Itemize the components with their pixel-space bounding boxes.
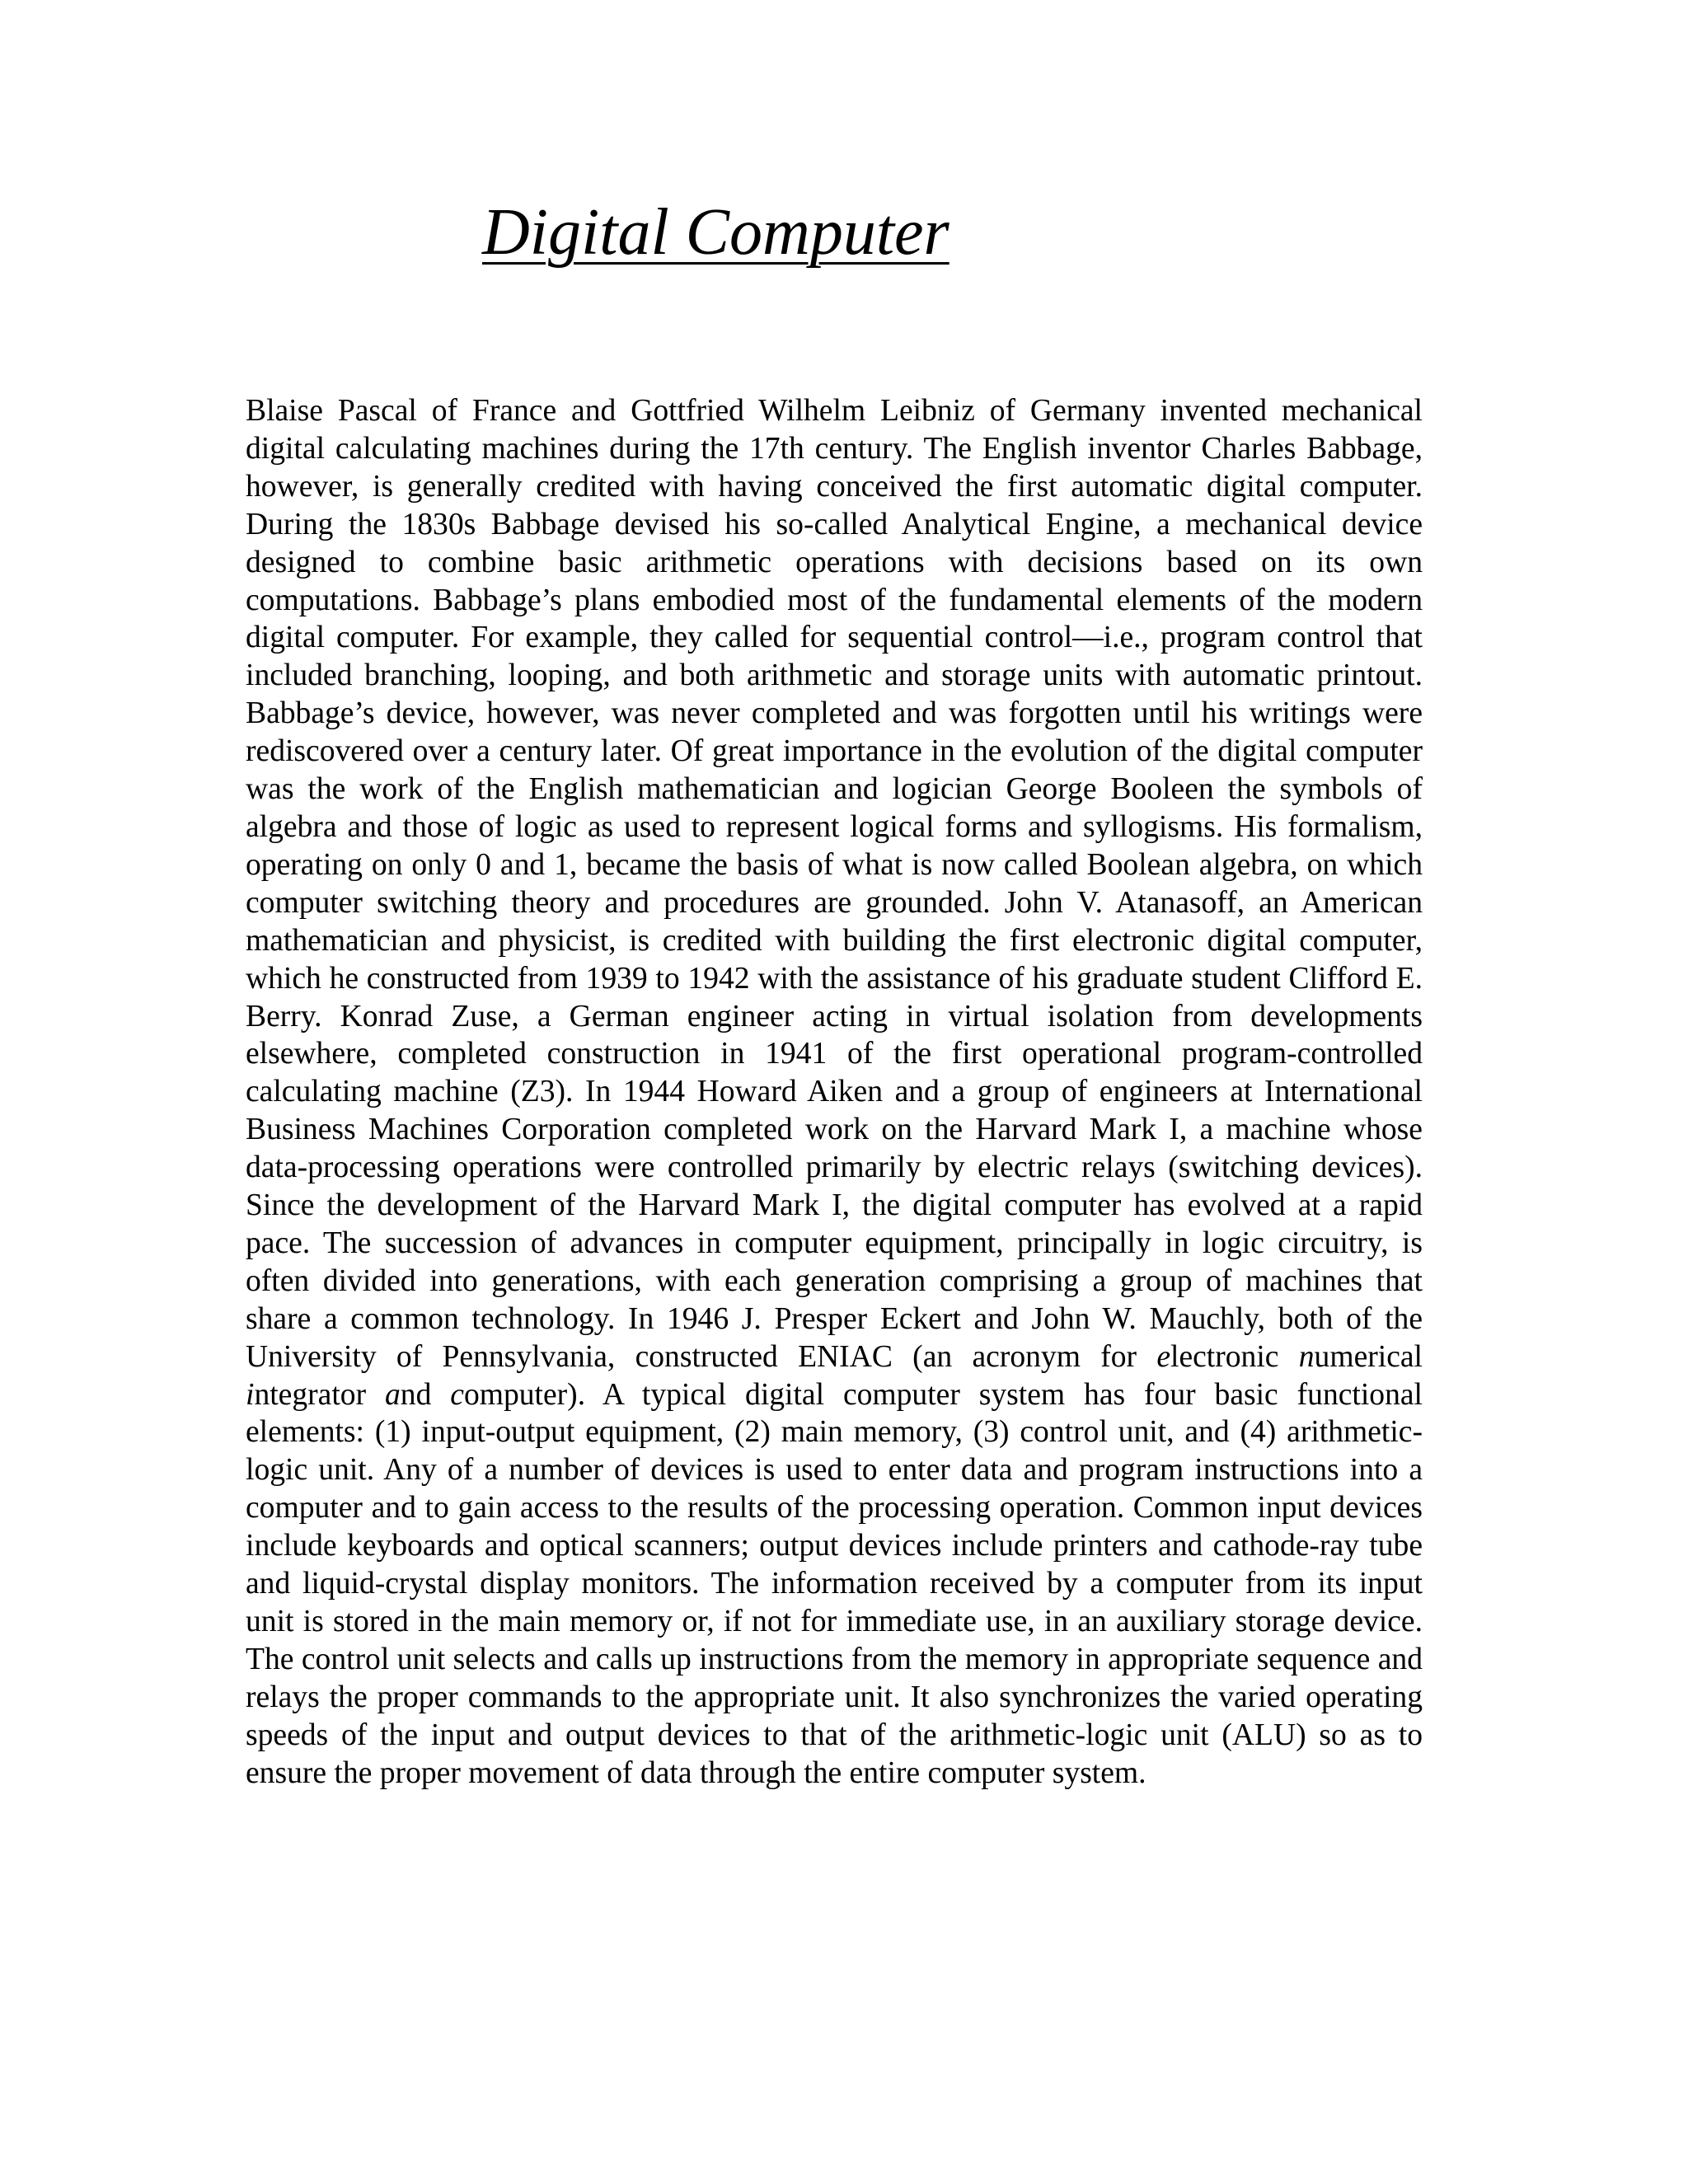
acronym-initial-e: e — [1156, 1339, 1170, 1374]
acronym-initial-i: i — [246, 1377, 255, 1412]
paragraph-text-part-1: Blaise Pascal of France and Gottfried Wilhelm Leibniz of Germany invented mechanical digital calculating machines during the 17th century. The English inventor Charles Babbage, however, is generally credited with having conceived the first automatic digital computer. During the 1830s Babbage devised his so-called Analytical Engine, a mechanical device designed to combine basic arithmetic operations with decisions based on its own computations. Babbage’s plans embodied most of the fundamental elements of the modern digital computer. For example, they called for sequential control—i.e., program control that included branching, looping, and both arithmetic and storage units with automatic printout. Babbage’s device, however, was never completed and was forgotten until his writings were rediscovered over a century later. Of great importance in the evolution of the digital computer was the work of the English mathematician and logician George Booleen the symbols of algebra and those of logic as used to represent logical forms and syllogisms. His formalism, operating on only 0 and 1, became the basis of what is now called Boolean algebra, on which computer switching theory and procedures are grounded. John V. Atanasoff, an American mathematician and physicist, is credited with building the first electronic digital computer, which he constructed from 1939 to 1942 with the assistance of his graduate student Clifford E. Berry. Konrad Zuse, a German engineer acting in virtual isolation from developments elsewhere, completed construction in 1941 of the first operational program-controlled calculating machine (Z3). In 1944 Howard Aiken and a group of engineers at International Business Machines Corporation completed work on the Harvard Mark I, a machine whose data-processing operations were controlled primarily by electric relays (switching devices). Since the development of the Harvard Mark I, the digital computer has evolved at a rapid pace. The succession of advances in computer equipment, principally in logic circuitry, is often divided into generations, with each generation comprising a group of machines that share a common technology. In 1946 J. Presper Eckert and John W. Mauchly, both of the University of Pennsylvania, constructed ENIAC (an acronym for — [246, 394, 1423, 1374]
paragraph-text-part-3: umerical — [1314, 1339, 1423, 1374]
paragraph-text-part-4: ntegrator — [254, 1377, 385, 1412]
document-title: Digital Computer — [482, 196, 950, 269]
paragraph-text-part-2: lectronic — [1170, 1339, 1299, 1374]
acronym-initial-a: a — [384, 1377, 401, 1412]
acronym-initial-c: c — [450, 1377, 464, 1412]
paragraph-text-part-6: omputer). A typical digital computer system has four basic functional elements: (1) input-output equipment, (2) main memory, (3) control unit, and (4) arithmetic-logic unit. Any of a number of devices is used to enter data and program instructions into a computer and to gain access to the results of the processing operation. Common input devices include keyboards and optical scanners; output devices include printers and cathode-ray tube and liquid-crystal display monitors. The information received by a computer from its input unit is stored in the main memory or, if not for immediate use, in an auxiliary storage device. The control unit selects and calls up instructions from the memory in appropriate sequence and relays the proper commands to the appropriate unit. It also synchronizes the varied operating speeds of the input and output devices to that of the arithmetic-logic unit (ALU) so as to ensure the proper movement of data through the entire computer system. — [246, 1377, 1423, 1790]
acronym-initial-n: n — [1298, 1339, 1315, 1374]
paragraph-text-part-5: nd — [400, 1377, 451, 1412]
body-paragraph — [246, 392, 1423, 1793]
